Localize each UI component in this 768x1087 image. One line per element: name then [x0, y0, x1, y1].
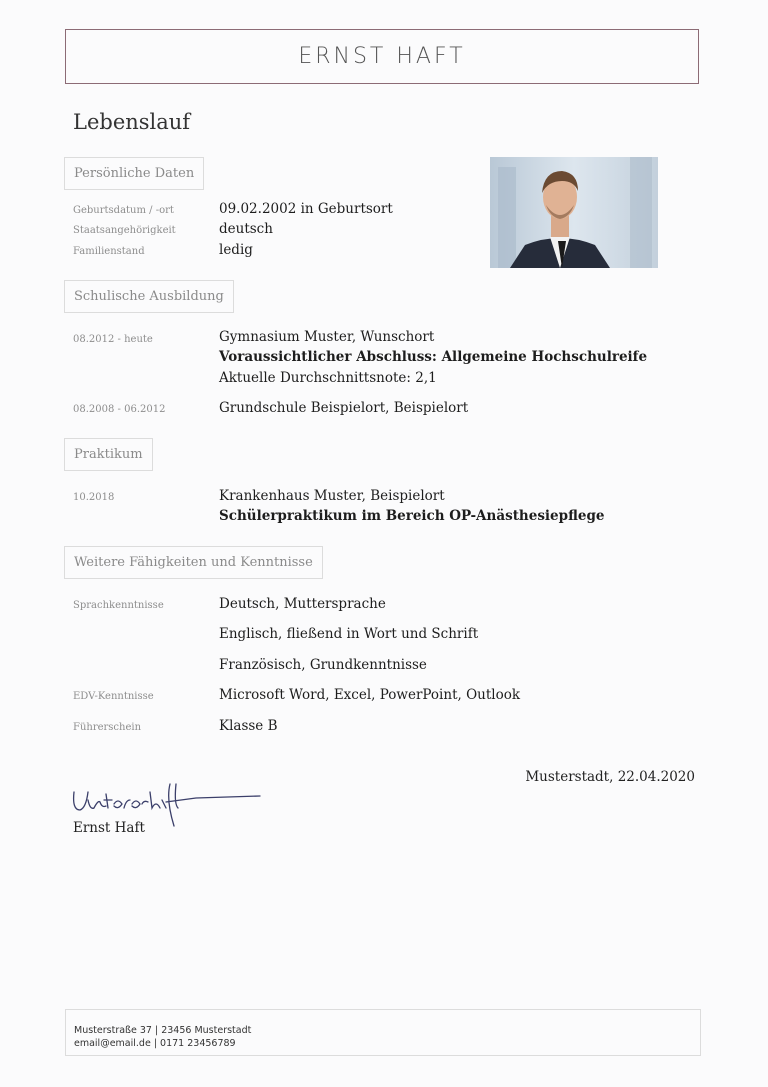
- school-date-1: 08.2012 - heute: [73, 334, 153, 345]
- section-title-internship: Praktikum: [64, 438, 153, 471]
- section-title-personal: Persönliche Daten: [64, 157, 204, 190]
- school-name-2: Grundschule Beispielort, Beispielort: [219, 400, 469, 416]
- footer-contact-box: [65, 1009, 701, 1056]
- profile-photo: [490, 157, 658, 268]
- signature-name: Ernst Haft: [73, 820, 145, 836]
- footer-address: Musterstraße 37 | 23456 Musterstadt: [74, 1025, 252, 1036]
- name-header: [65, 29, 699, 84]
- school-grade-1: Aktuelle Durchschnittsnote: 2,1: [219, 370, 437, 386]
- section-title-school: Schulische Ausbildung: [64, 280, 234, 313]
- label-nationality: Staatsangehörigkeit: [73, 225, 176, 236]
- applicant-name: ERNST HAFT: [298, 44, 466, 69]
- school-date-2: 08.2008 - 06.2012: [73, 404, 166, 415]
- label-languages: Sprachkenntnisse: [73, 600, 164, 611]
- document-title: Lebenslauf: [73, 110, 191, 134]
- language-item-3: Französisch, Grundkenntnisse: [219, 657, 427, 673]
- place-and-date: Musterstadt, 22.04.2020: [525, 769, 695, 785]
- label-drivers-license: Führerschein: [73, 722, 142, 733]
- language-item-2: Englisch, fließend in Wort und Schrift: [219, 626, 479, 642]
- label-birth: Geburtsdatum / -ort: [73, 205, 174, 216]
- section-title-skills: Weitere Fähigkeiten und Kenntnisse: [64, 546, 323, 579]
- label-it-skills: EDV-Kenntnisse: [73, 691, 154, 702]
- footer-contact: email@email.de | 0171 23456789: [74, 1038, 236, 1049]
- internship-date: 10.2018: [73, 492, 115, 503]
- label-marital-status: Familienstand: [73, 246, 145, 257]
- value-it-skills: Microsoft Word, Excel, PowerPoint, Outlook: [219, 687, 521, 703]
- value-drivers-license: Klasse B: [219, 718, 278, 734]
- school-name-1: Gymnasium Muster, Wunschort: [219, 329, 435, 345]
- internship-field: Schülerpraktikum im Bereich OP-Anästhesiepflege: [219, 508, 605, 524]
- value-nationality: deutsch: [219, 221, 273, 237]
- value-birth: 09.02.2002 in Geburtsort: [219, 201, 393, 217]
- language-item-1: Deutsch, Muttersprache: [219, 596, 386, 612]
- internship-place: Krankenhaus Muster, Beispielort: [219, 488, 445, 504]
- school-degree-1: Voraussichtlicher Abschluss: Allgemeine Hochschulreife: [219, 349, 648, 365]
- value-marital-status: ledig: [219, 242, 253, 258]
